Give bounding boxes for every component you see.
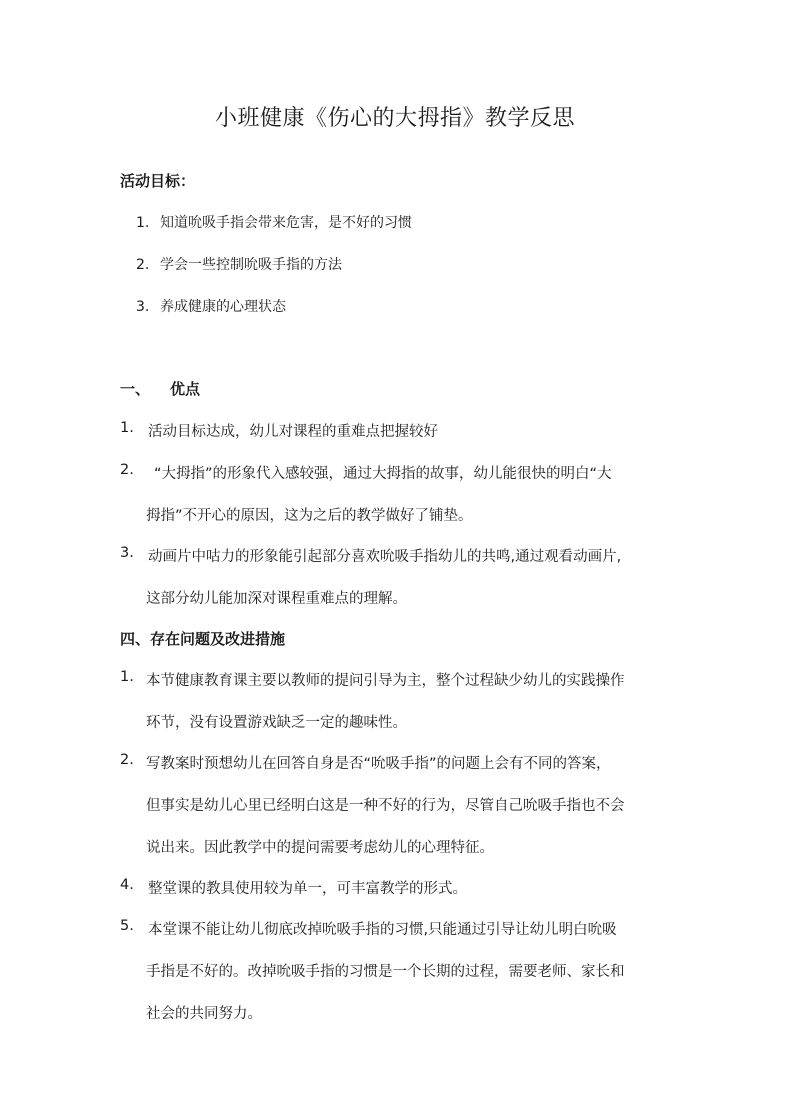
item-number: 2. [120, 752, 134, 768]
item-line: 写教案时预想幼儿在回答自身是否“吮吸手指”的问题上会有不同的答案， [146, 756, 611, 772]
item-line: “大拇指”的形象代入感较强，通过大拇指的故事，幼儿能很快的明白“大 [154, 466, 612, 482]
section2-heading: 四、存在问题及改进措施 [120, 630, 286, 648]
goal-number: 3. [136, 299, 150, 315]
item-line: 动画片中咕力的形象能引起部分喜欢吮吸手指幼儿的共鸣,通过观看动画片, [148, 549, 622, 565]
item-number: 4. [120, 877, 134, 893]
goal-item [136, 254, 342, 274]
goal-item [136, 296, 286, 316]
item-line: 本堂课不能让幼儿彻底改掉吮吸手指的习惯,只能通过引导让幼儿明白吮吸 [148, 922, 617, 938]
section1-title: 优点 [170, 380, 201, 398]
item-line: 整堂课的教具使用较为单一，可丰富教学的形式。 [148, 881, 467, 897]
section1-number: 一、 [120, 380, 151, 398]
item-line: 活动目标达成，幼儿对课程的重难点把握较好 [148, 424, 438, 440]
goal-number: 2. [136, 257, 150, 273]
item-number: 5. [120, 918, 134, 934]
item-number: 3. [120, 545, 134, 561]
goal-number: 1. [136, 215, 150, 231]
item-line: 社会的共同努力。 [146, 1006, 262, 1022]
item-number: 1. [120, 420, 134, 436]
goal-text: 养成健康的心理状态 [160, 299, 286, 315]
item-line: 这部分幼儿能加深对课程重难点的理解。 [146, 591, 407, 607]
item-line: 环节，没有设置游戏缺乏一定的趣味性。 [146, 715, 407, 731]
goal-text: 学会一些控制吮吸手指的方法 [160, 257, 342, 273]
goal-text: 知道吮吸手指会带来危害，是不好的习惯 [160, 215, 412, 231]
goals-heading: 活动目标： [120, 172, 196, 190]
goal-item [136, 212, 412, 232]
item-number: 2. [120, 462, 134, 478]
document-title: 小班健康《伤心的大拇指》教学反思 [214, 106, 575, 131]
item-line: 手指是不好的。改掉吮吸手指的习惯是一个长期的过程，需要老师、家长和 [146, 964, 625, 980]
item-line: 但事实是幼儿心里已经明白这是一种不好的行为，尽管自己吮吸手指也不会 [146, 798, 625, 814]
item-line: 说出来。因此教学中的提问需要考虑幼儿的心理特征。 [146, 840, 494, 856]
item-number: 1. [120, 669, 134, 685]
section1-heading [120, 378, 200, 399]
item-line: 本节健康教育课主要以教师的提问引导为主，整个过程缺少幼儿的实践操作 [146, 673, 625, 689]
item-line: 拇指”不开心的原因，这为之后的教学做好了铺垫。 [146, 508, 473, 524]
